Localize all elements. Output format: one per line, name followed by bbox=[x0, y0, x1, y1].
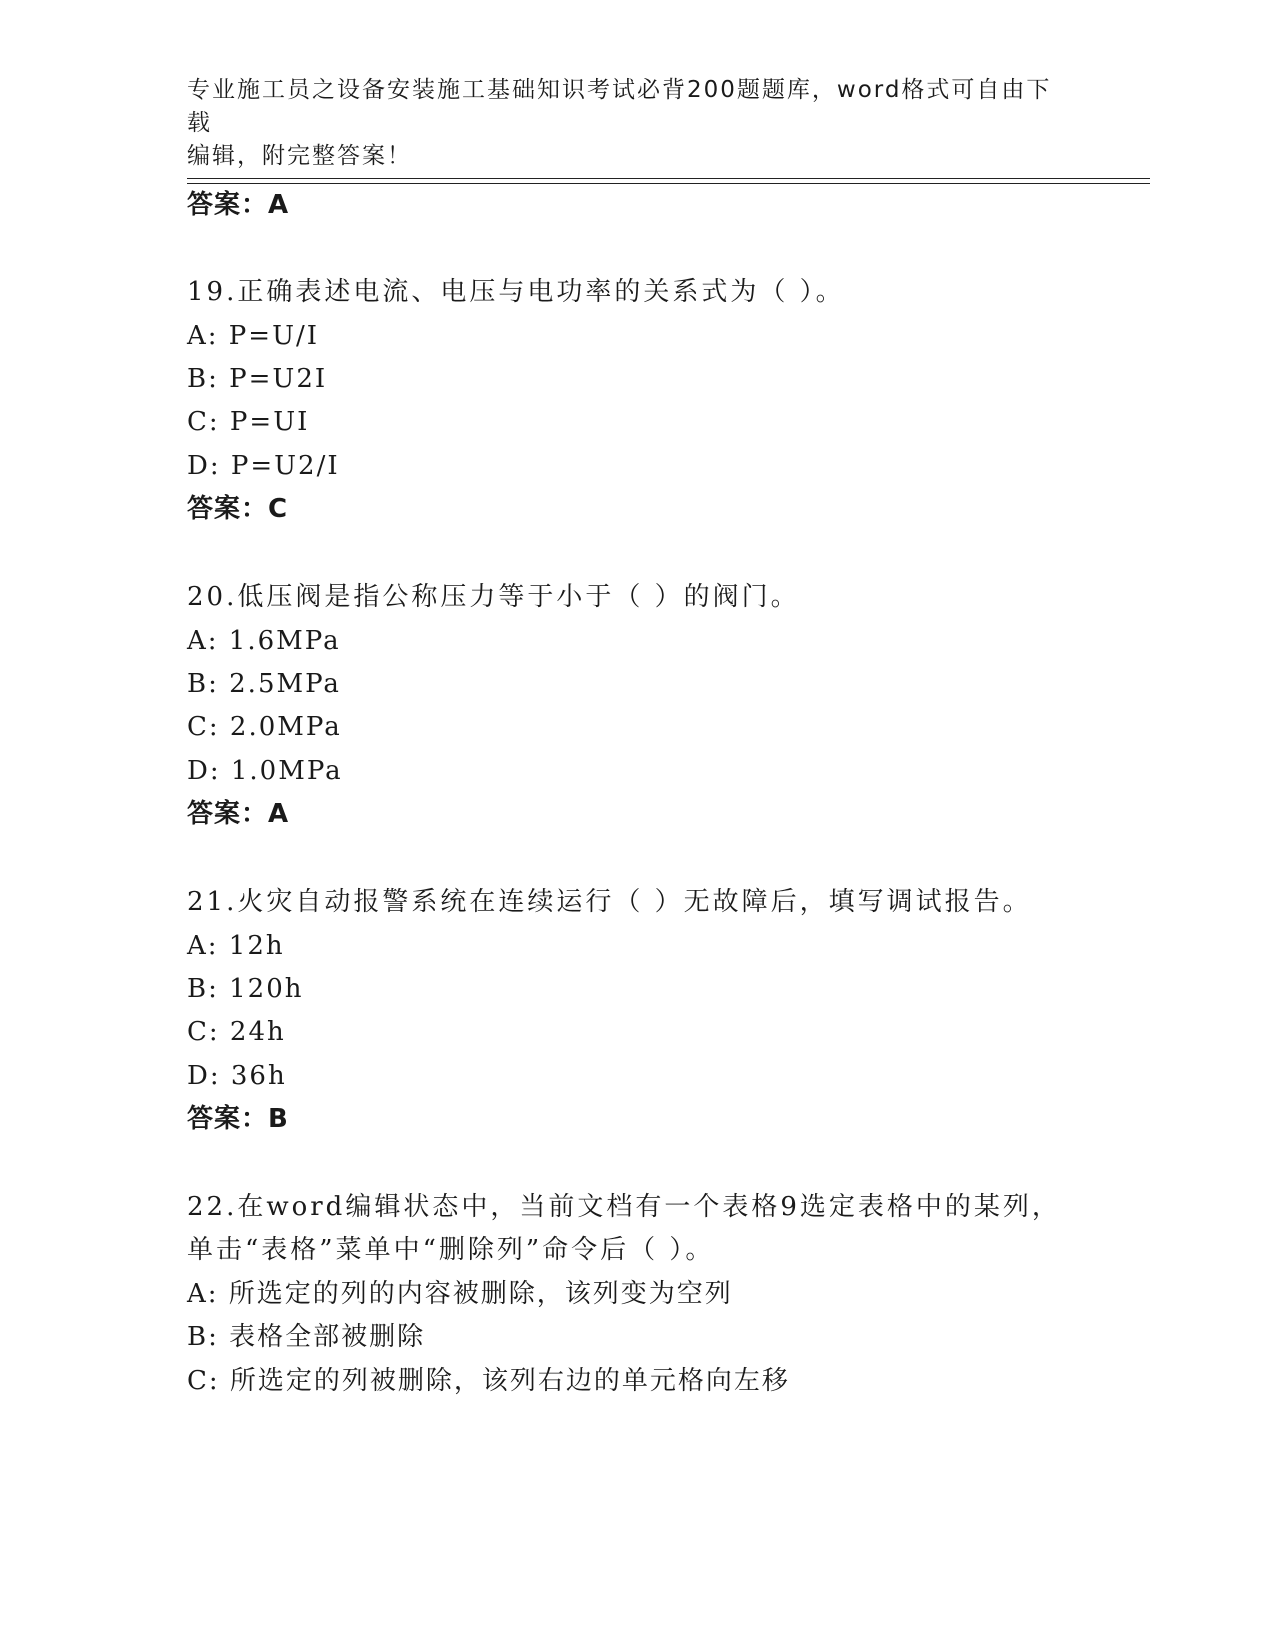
question-21-answer: 答案：B bbox=[187, 1104, 289, 1134]
question-22-option-c: C: 所选定的列被删除，该列右边的单元格向左移 bbox=[187, 1366, 790, 1396]
question-20-option-b: B: 2.5MPa bbox=[187, 669, 341, 699]
question-19-option-d: D: P=U2/I bbox=[187, 451, 340, 481]
question-20-option-d: D: 1.0MPa bbox=[187, 756, 343, 786]
question-19-stem: 19.正确表述电流、电压与电功率的关系式为（ ）。 bbox=[187, 277, 845, 307]
question-19-answer: 答案：C bbox=[187, 494, 289, 524]
question-19-option-c: C: P=UI bbox=[187, 407, 310, 437]
question-22-stem-line-1: 22.在word编辑状态中，当前文档有一个表格9选定表格中的某列， bbox=[187, 1192, 1061, 1222]
header-rule-bottom bbox=[187, 183, 1150, 184]
question-19-option-a: A: P=U/I bbox=[187, 321, 320, 351]
question-21-option-b: B: 120h bbox=[187, 974, 304, 1004]
header-line-1: 专业施工员之设备安装施工基础知识考试必背200题题库，word格式可自由下载 bbox=[187, 77, 1052, 136]
question-19-option-b: B: P=U2I bbox=[187, 364, 328, 394]
question-21-option-c: C: 24h bbox=[187, 1017, 286, 1047]
document-header bbox=[187, 74, 1067, 173]
question-21-option-d: D: 36h bbox=[187, 1061, 287, 1091]
question-21-stem: 21.火灾自动报警系统在连续运行（ ）无故障后，填写调试报告。 bbox=[187, 887, 1032, 917]
question-20-option-a: A: 1.6MPa bbox=[187, 626, 341, 656]
question-20-option-c: C: 2.0MPa bbox=[187, 712, 342, 742]
header-rule-top bbox=[187, 178, 1150, 179]
question-20-answer: 答案：A bbox=[187, 799, 290, 829]
header-line-2: 编辑，附完整答案！ bbox=[187, 143, 412, 169]
answer-previous: 答案：A bbox=[187, 190, 290, 220]
question-22-stem-line-2: 单击“表格”菜单中“删除列”命令后（ ）。 bbox=[187, 1235, 715, 1265]
question-22-option-a: A: 所选定的列的内容被删除，该列变为空列 bbox=[187, 1279, 733, 1309]
question-20-stem: 20.低压阀是指公称压力等于小于（ ）的阀门。 bbox=[187, 582, 800, 612]
question-22-option-b: B: 表格全部被删除 bbox=[187, 1322, 426, 1352]
question-21-option-a: A: 12h bbox=[187, 931, 285, 961]
